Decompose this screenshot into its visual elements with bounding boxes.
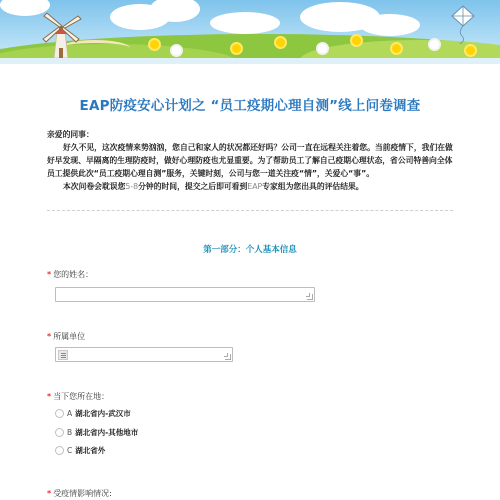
option-text: 湖北省内-武汉市	[75, 409, 131, 418]
flower-icon	[150, 40, 159, 49]
location-option-c[interactable]	[55, 445, 105, 456]
question-impact-label	[47, 488, 112, 499]
flower-icon	[392, 44, 401, 53]
flower-icon	[276, 38, 285, 47]
intro-paragraph-2-text: 专家组为您出具的评估结果。	[262, 182, 364, 191]
question-department-text: 所属单位	[53, 332, 86, 341]
required-marker: *	[47, 332, 52, 341]
resize-grip-icon[interactable]	[307, 294, 313, 300]
survey-page	[0, 64, 500, 500]
intro-paragraph-2-text: 分钟的时间，提交之后即可看到	[138, 182, 248, 191]
intro-paragraph-1-text: 好久不见，这次疫情来势汹汹，您自己和家人的状况都还好吗？公司一直在远程关注着您。当前疫情下，我们在做好早发现、早隔离的生理防疫时，做好心理防疫也尤显重要。为了帮助员工了解自己疫期心理状态，省公司特善向全体员工提供此次“员工疫期心理自测”服务，关键时刻，公司与您一道关注疫“情”，关爱心“事”。	[47, 143, 453, 178]
location-option-b[interactable]	[55, 427, 138, 438]
required-marker: *	[47, 392, 52, 401]
resize-grip-icon[interactable]	[225, 354, 231, 360]
cloud	[360, 14, 420, 36]
kite-icon	[448, 4, 478, 44]
intro-greeting: 亲爱的同事：	[47, 130, 94, 139]
section-title: 第一部分：个人基本信息	[203, 245, 297, 255]
windmill-icon	[36, 10, 86, 60]
intro-eap: EAP	[247, 182, 263, 191]
flower-icon	[318, 44, 327, 53]
intro-paragraph-2-text: 本次问卷会耽误您	[63, 182, 126, 191]
cloud	[150, 0, 200, 22]
radio-button[interactable]	[55, 446, 64, 455]
list-icon	[58, 350, 68, 360]
flower-icon	[466, 46, 475, 55]
required-marker: *	[47, 270, 52, 279]
intro-duration: 5-8	[125, 182, 139, 191]
cloud	[210, 12, 280, 34]
intro-paragraph-2	[47, 180, 457, 193]
option-letter: C	[67, 446, 73, 455]
question-location-text: 当下您所在地：	[53, 392, 110, 401]
header-banner	[0, 0, 500, 62]
option-text: 湖北省外	[75, 446, 106, 455]
flower-icon	[232, 44, 241, 53]
radio-button[interactable]	[55, 428, 64, 437]
flower-icon	[352, 36, 361, 45]
question-impact-text: 受疫情影响情况:	[53, 489, 112, 498]
radio-button[interactable]	[55, 409, 64, 418]
location-option-a[interactable]	[55, 408, 131, 419]
question-name-text: 您的姓名：	[53, 270, 94, 279]
option-letter: A	[67, 409, 73, 418]
question-name-label	[47, 269, 93, 280]
question-department-label	[47, 331, 85, 342]
divider	[47, 210, 453, 211]
department-input[interactable]	[55, 347, 233, 362]
name-input[interactable]	[55, 287, 315, 302]
intro-paragraph-1	[47, 141, 457, 180]
survey-intro	[47, 128, 457, 193]
required-marker: *	[47, 489, 52, 498]
flower-icon	[172, 46, 181, 55]
option-letter: B	[67, 428, 73, 437]
flower-icon	[430, 40, 439, 49]
survey-title: EAP防疫安心计划之 “员工疫期心理自测”线上问卷调查	[79, 98, 421, 114]
option-text: 湖北省内-其他地市	[75, 428, 139, 437]
question-location-label	[47, 391, 109, 402]
